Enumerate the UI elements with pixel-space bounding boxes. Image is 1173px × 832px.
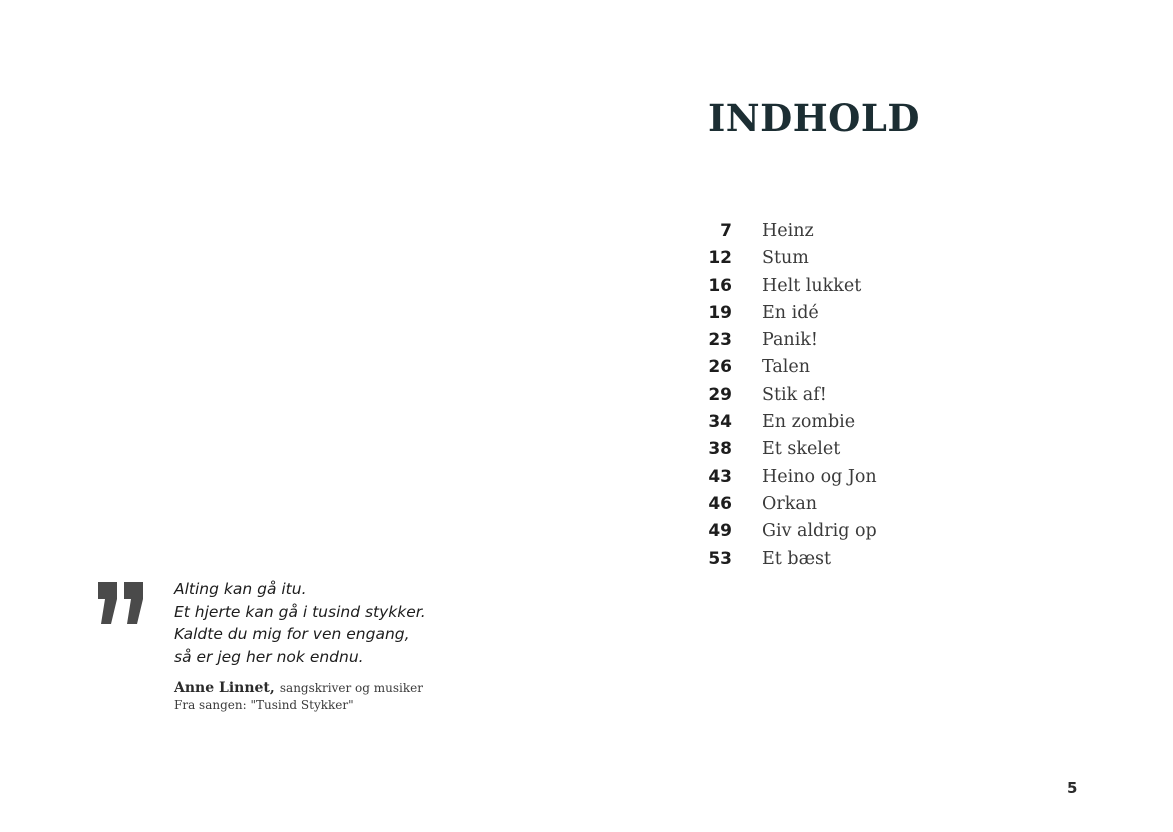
toc-page-number: 23	[708, 330, 732, 351]
toc-chapter-title: Giv aldrig op	[762, 521, 877, 542]
epigraph-quote	[174, 578, 426, 669]
quote-line: Alting kan gå itu.	[174, 580, 307, 598]
toc-page-number: 19	[708, 302, 732, 323]
toc-chapter-title: Stik af!	[762, 384, 827, 405]
page-number: 5	[1067, 779, 1078, 797]
toc-entry	[700, 221, 877, 248]
toc-page-number: 43	[708, 466, 732, 487]
page-title: INDHOLD	[708, 96, 921, 140]
toc-chapter-title: En zombie	[762, 412, 856, 433]
toc-page-number: 12	[708, 248, 732, 269]
toc-page-number: 16	[708, 275, 732, 296]
quote-author: Anne Linnet,	[174, 680, 275, 696]
toc-entry	[700, 330, 877, 357]
quote-line: Et hjerte kan gå i tusind stykker.	[174, 602, 426, 621]
toc-page-number: 53	[708, 548, 732, 569]
toc-page-number: 38	[708, 439, 732, 460]
toc-chapter-title: Et bæst	[762, 548, 832, 569]
quote-attribution	[174, 677, 423, 712]
toc-entry	[700, 494, 877, 521]
quote-author-role: sangskriver og musiker	[279, 681, 423, 695]
quote-source: Fra sangen: "Tusind Stykker"	[174, 698, 354, 712]
toc-chapter-title: Talen	[762, 357, 810, 378]
toc-entry	[700, 385, 877, 412]
toc-chapter-title: Helt lukket	[762, 275, 862, 296]
closing-quote-icon	[96, 578, 146, 628]
toc-entry	[700, 357, 877, 384]
toc-entry	[700, 439, 877, 466]
toc-entry	[700, 521, 877, 548]
toc-entry	[700, 303, 877, 330]
toc-chapter-title: Stum	[762, 248, 809, 269]
toc-chapter-title: Heino og Jon	[762, 466, 877, 487]
toc-entry	[700, 276, 877, 303]
toc-entry	[700, 467, 877, 494]
toc-chapter-title: Panik!	[762, 330, 818, 351]
toc-page-number: 49	[708, 521, 732, 542]
toc-chapter-title: Et skelet	[762, 439, 841, 460]
table-of-contents	[700, 221, 877, 576]
toc-entry	[700, 248, 877, 275]
toc-page-number: 7	[720, 221, 732, 241]
toc-page-number: 29	[708, 384, 732, 405]
toc-entry	[700, 412, 877, 439]
toc-page-number: 46	[708, 493, 732, 514]
toc-entry	[700, 549, 877, 576]
toc-chapter-title: En idé	[762, 302, 819, 323]
quote-line: så er jeg her nok endnu.	[174, 648, 364, 667]
quote-line: Kaldte du mig for ven engang,	[174, 625, 410, 644]
toc-page-number: 26	[708, 357, 732, 378]
toc-chapter-title: Orkan	[762, 493, 818, 514]
toc-chapter-title: Heinz	[762, 221, 814, 241]
toc-page-number: 34	[708, 412, 732, 433]
